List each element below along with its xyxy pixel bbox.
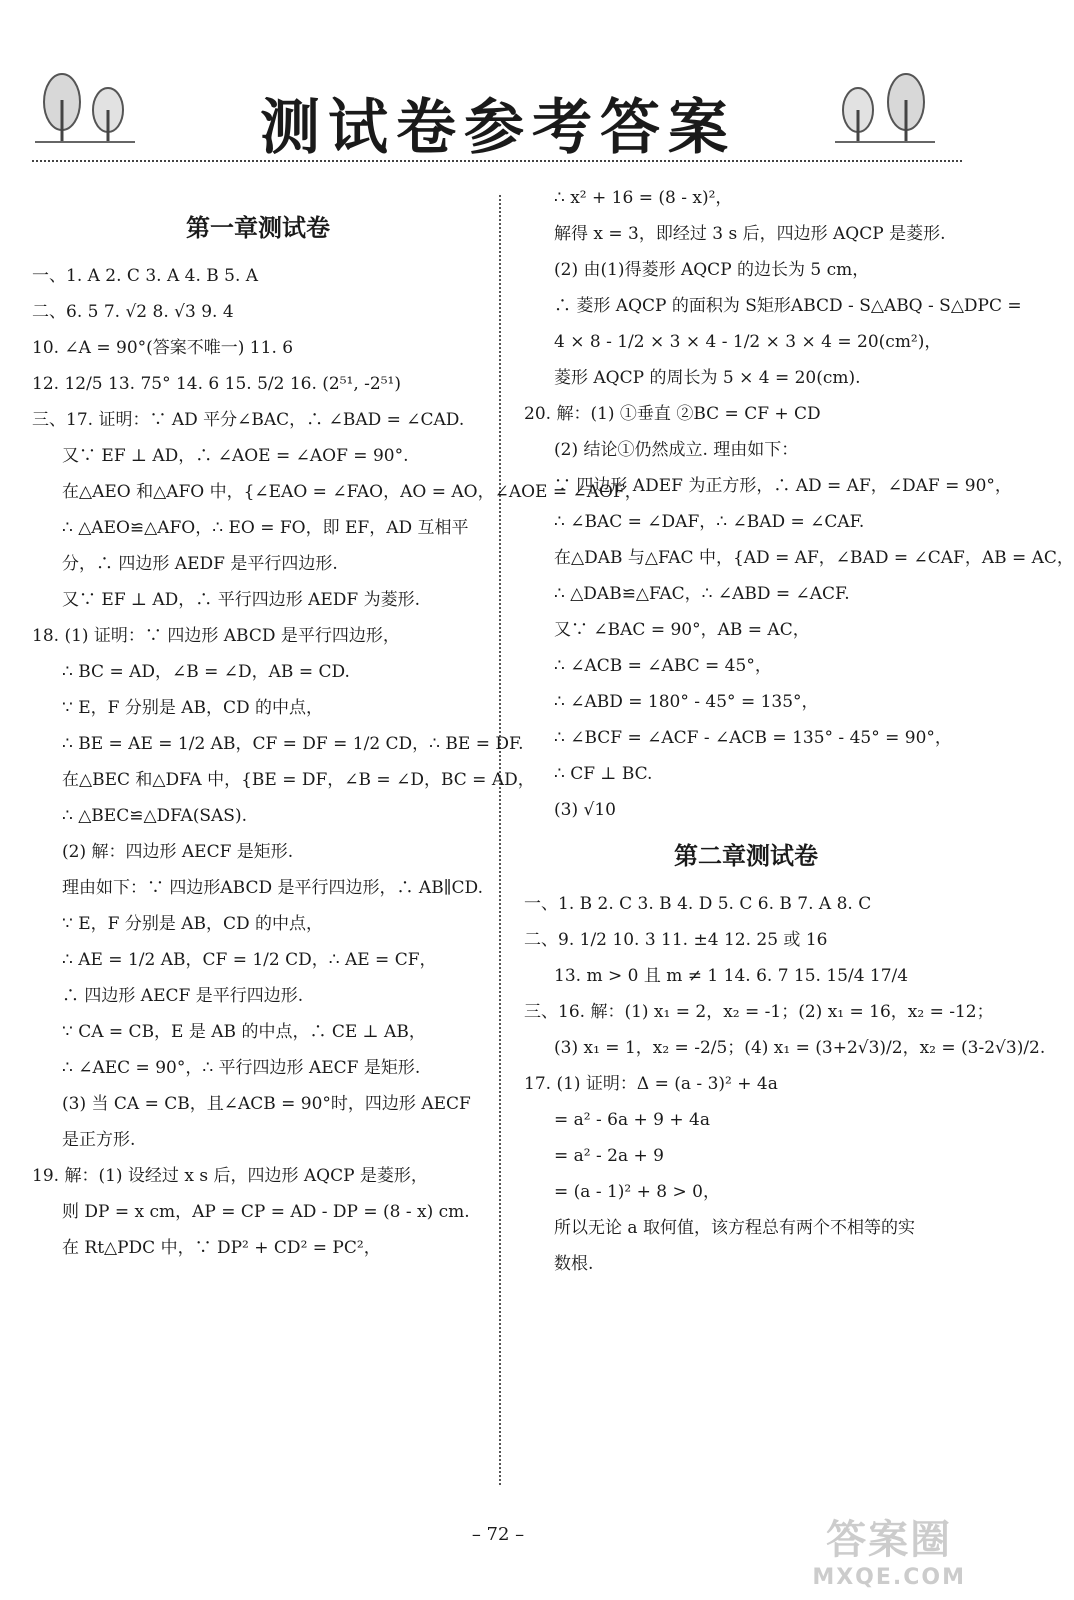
answer-line: 所以无论 a 取何值，该方程总有两个不相等的实 bbox=[554, 1218, 915, 1238]
watermark-url: MXQE.COM bbox=[812, 1565, 966, 1590]
answer-line: ∵ E，F 分别是 AB，CD 的中点， bbox=[62, 914, 324, 934]
answer-line: (3) x₁ = 1，x₂ = -2/5；(4) x₁ = (3+2√3)/2，x₂ = (3-2√3)/2. bbox=[554, 1038, 1046, 1058]
answer-line: (2) 结论①仍然成立. 理由如下： bbox=[554, 440, 799, 460]
column-divider bbox=[499, 195, 501, 1485]
answer-line: 解得 x = 3，即经过 3 s 后，四边形 AQCP 是菱形. bbox=[554, 224, 946, 244]
answer-line: 理由如下：∵ 四边形ABCD 是平行四边形，∴ AB∥CD. bbox=[62, 878, 483, 898]
answer-line: 13. m > 0 且 m ≠ 1 14. 6. 7 15. 15/4 17/4 bbox=[554, 966, 909, 986]
right-column bbox=[524, 180, 1074, 1282]
section-heading: 第一章测试卷 bbox=[186, 214, 330, 242]
answer-line: ∴ ∠AEC = 90°，∴ 平行四边形 AECF 是矩形. bbox=[62, 1058, 421, 1078]
answer-line: 又∵ EF ⊥ AD，∴ ∠AOE = ∠AOF = 90°. bbox=[62, 446, 409, 466]
answer-line: ∴ BC = AD，∠B = ∠D，AB = CD. bbox=[62, 662, 350, 682]
watermark-text: 答案圈 bbox=[826, 1517, 953, 1563]
answer-line: 分，∴ 四边形 AEDF 是平行四边形. bbox=[62, 554, 338, 574]
answer-line: 4 × 8 - 1/2 × 3 × 4 - 1/2 × 3 × 4 = 20(cm²)， bbox=[554, 332, 942, 352]
answer-line: 又∵ EF ⊥ AD，∴ 平行四边形 AEDF 为菱形. bbox=[62, 590, 421, 610]
answer-line: 二、6. 5 7. √2 8. √3 9. 4 bbox=[32, 302, 234, 322]
answer-line: 菱形 AQCP 的周长为 5 × 4 = 20(cm). bbox=[554, 368, 861, 388]
answer-line: ∴ ∠BAC = ∠DAF，∴ ∠BAD = ∠CAF. bbox=[554, 512, 865, 532]
page-number: – 72 – bbox=[471, 1524, 525, 1545]
watermark-logo bbox=[812, 1508, 966, 1590]
answer-line: (2) 解：四边形 AECF 是矩形. bbox=[62, 842, 294, 862]
answer-line: (2) 由(1)得菱形 AQCP 的边长为 5 cm， bbox=[554, 260, 870, 280]
answer-line: ∴ x² + 16 = (8 - x)²， bbox=[554, 188, 733, 208]
section-heading: 第二章测试卷 bbox=[674, 842, 818, 870]
answer-line: 20. 解：(1) ①垂直 ②BC = CF + CD bbox=[524, 404, 821, 424]
answer-line: 二、9. 1/2 10. 3 11. ±4 12. 25 或 16 bbox=[524, 930, 828, 950]
answer-line: ∴ △DAB≌△FAC，∴ ∠ABD = ∠ACF. bbox=[554, 584, 850, 604]
answer-line: 在△DAB 与△FAC 中，{AD = AF，∠BAD = ∠CAF，AB = AC， bbox=[554, 548, 1074, 568]
answer-line: 18. (1) 证明：∵ 四边形 ABCD 是平行四边形， bbox=[32, 626, 400, 646]
header-divider bbox=[32, 160, 962, 162]
answer-line: ∴ 四边形 AECF 是平行四边形. bbox=[62, 986, 304, 1006]
answer-line: = a² - 6a + 9 + 4a bbox=[554, 1110, 710, 1130]
answer-line: ∴ ∠ACB = ∠ABC = 45°， bbox=[554, 656, 772, 676]
answer-line: 19. 解：(1) 设经过 x s 后，四边形 AQCP 是菱形， bbox=[32, 1166, 428, 1186]
answer-line: 在△AEO 和△AFO 中，{∠EAO = ∠FAO，AO = AO，∠AOE = ∠AOF， bbox=[62, 482, 642, 502]
answer-line: ∵ E，F 分别是 AB，CD 的中点， bbox=[62, 698, 324, 718]
answer-line: ∴ △AEO≌△AFO，∴ EO = FO，即 EF，AD 互相平 bbox=[62, 518, 469, 538]
answer-line: ∵ CA = CB，E 是 AB 的中点，∴ CE ⊥ AB， bbox=[62, 1022, 426, 1042]
answer-line: ∴ BE = AE = 1/2 AB，CF = DF = 1/2 CD，∴ BE = DF. bbox=[62, 734, 524, 754]
answer-line: 一、1. B 2. C 3. B 4. D 5. C 6. B 7. A 8. C bbox=[524, 894, 872, 914]
answer-line: 数根. bbox=[554, 1254, 594, 1274]
answer-line: ∴ ∠BCF = ∠ACF - ∠ACB = 135° - 45° = 90°， bbox=[554, 728, 952, 748]
answer-line: 17. (1) 证明：Δ = (a - 3)² + 4a bbox=[524, 1074, 778, 1094]
answer-line: ∴ ∠ABD = 180° - 45° = 135°， bbox=[554, 692, 819, 712]
answer-line: 12. 12/5 13. 75° 14. 6 15. 5/2 16. (2⁵¹, -2⁵¹) bbox=[32, 374, 402, 394]
page-title: 测试卷参考答案 bbox=[260, 93, 736, 163]
answer-line: ∴ 菱形 AQCP 的面积为 S矩形ABCD - S△ABQ - S△DPC = bbox=[554, 296, 1022, 316]
answer-line: 则 DP = x cm，AP = CP = AD - DP = (8 - x) cm. bbox=[62, 1202, 470, 1222]
answer-line: (3) √10 bbox=[554, 800, 616, 820]
answer-line: 三、17. 证明：∵ AD 平分∠BAC，∴ ∠BAD = ∠CAD. bbox=[32, 410, 465, 430]
answer-line: ∵ 四边形 ADEF 为正方形，∴ AD = AF，∠DAF = 90°， bbox=[554, 476, 1012, 496]
answer-line: ∴ AE = 1/2 AB，CF = 1/2 CD，∴ AE = CF， bbox=[62, 950, 437, 970]
answer-line: (3) 当 CA = CB，且∠ACB = 90°时，四边形 AECF bbox=[62, 1094, 471, 1114]
answer-line: = a² - 2a + 9 bbox=[554, 1146, 664, 1166]
answer-line: ∴ △BEC≌△DFA(SAS). bbox=[62, 806, 247, 826]
answer-line: 是正方形. bbox=[62, 1130, 136, 1150]
answer-line: 又∵ ∠BAC = 90°，AB = AC， bbox=[554, 620, 810, 640]
answer-line: 三、16. 解：(1) x₁ = 2，x₂ = -1；(2) x₁ = 16，x₂ = -12； bbox=[524, 1002, 994, 1022]
answer-line: 在 Rt△PDC 中，∵ DP² + CD² = PC²， bbox=[62, 1238, 381, 1258]
answer-line: ∴ CF ⊥ BC. bbox=[554, 764, 653, 784]
answer-line: 10. ∠A = 90°(答案不唯一) 11. 6 bbox=[32, 338, 294, 358]
answer-line: 一、1. A 2. C 3. A 4. B 5. A bbox=[32, 266, 259, 286]
answer-line: 在△BEC 和△DFA 中，{BE = DF，∠B = ∠D，BC = AD， bbox=[62, 770, 535, 790]
answer-line: = (a - 1)² + 8 > 0， bbox=[554, 1182, 720, 1202]
